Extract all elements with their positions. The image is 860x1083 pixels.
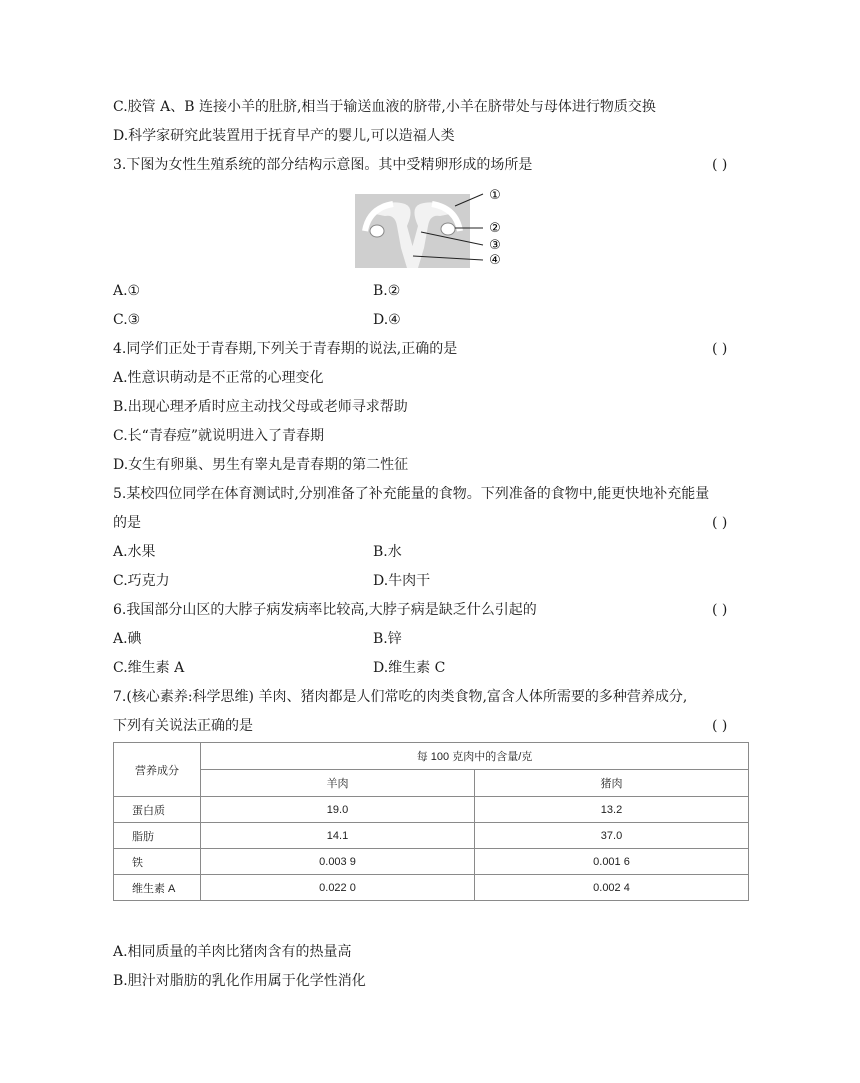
q7-answer-paren: ( ) — [712, 718, 728, 734]
nutrition-table — [113, 742, 749, 901]
q7-option-a: A.相同质量的羊肉比猪肉含有的热量高 — [113, 944, 352, 960]
q6-stem: 6.我国部分山区的大脖子病发病率比较高,大脖子病是缺乏什么引起的 — [113, 602, 537, 618]
diagram-label-4: ④ — [489, 253, 501, 268]
q4-answer-paren: ( ) — [712, 341, 728, 357]
row-nutrient: 铁 — [114, 849, 201, 875]
q6-option-a: A.碘 — [113, 631, 142, 647]
q5-option-c: C.巧克力 — [113, 573, 170, 589]
q6-option-c: C.维生素 A — [113, 660, 185, 676]
table-row — [114, 849, 749, 875]
q5-option-b: B.水 — [373, 544, 402, 560]
q2-option-d: D.科学家研究此装置用于抚育早产的婴儿,可以造福人类 — [113, 128, 455, 144]
female-reproductive-system-diagram — [355, 186, 515, 268]
row-pork-value: 0.001 6 — [475, 849, 749, 875]
q6-answer-paren: ( ) — [712, 602, 728, 618]
q7-option-b: B.胆汁对脂肪的乳化作用属于化学性消化 — [113, 973, 366, 989]
q3-option-b: B.② — [373, 283, 401, 299]
q4-option-b: B.出现心理矛盾时应主动找父母或老师寻求帮助 — [113, 399, 408, 415]
table-header-mutton: 羊肉 — [201, 770, 475, 797]
q3-option-a: A.① — [113, 283, 141, 299]
q5-answer-paren: ( ) — [712, 515, 728, 531]
row-mutton-value: 0.003 9 — [201, 849, 475, 875]
row-pork-value: 0.002 4 — [475, 875, 749, 901]
q3-stem: 3.下图为女性生殖系统的部分结构示意图。其中受精卵形成的场所是 — [113, 157, 533, 173]
q6-option-b: B.锌 — [373, 631, 402, 647]
row-nutrient: 蛋白质 — [114, 797, 201, 823]
q3-option-d: D.④ — [373, 312, 401, 328]
row-mutton-value: 14.1 — [201, 823, 475, 849]
table-row — [114, 823, 749, 849]
table-row — [114, 797, 749, 823]
q6-option-d: D.维生素 C — [373, 660, 446, 676]
q5-option-d: D.牛肉干 — [373, 573, 431, 589]
q2-option-c: C.胶管 A、B 连接小羊的肚脐,相当于输送血液的脐带,小羊在脐带处与母体进行物质交换 — [113, 99, 656, 115]
q5-stem-line1: 5.某校四位同学在体育测试时,分别准备了补充能量的食物。下列准备的食物中,能更快地补充能量 — [113, 486, 710, 502]
q3-answer-paren: ( ) — [712, 157, 728, 173]
row-mutton-value: 19.0 — [201, 797, 475, 823]
table-header-pork: 猪肉 — [475, 770, 749, 797]
row-pork-value: 37.0 — [475, 823, 749, 849]
q3-option-c: C.③ — [113, 312, 141, 328]
q7-stem-line1: 7.(核心素养:科学思维) 羊肉、猪肉都是人们常吃的肉类食物,富含人体所需要的多种营养成分, — [113, 689, 688, 705]
table-header-nutrient: 营养成分 — [114, 743, 201, 797]
row-mutton-value: 0.022 0 — [201, 875, 475, 901]
diagram-label-1: ① — [489, 188, 501, 203]
q5-option-a: A.水果 — [113, 544, 156, 560]
q7-stem-line2: 下列有关说法正确的是 — [113, 718, 253, 734]
q4-stem: 4.同学们正处于青春期,下列关于青春期的说法,正确的是 — [113, 341, 458, 357]
diagram-label-2: ② — [489, 221, 501, 236]
table-header-group: 每 100 克肉中的含量/克 — [201, 743, 749, 770]
row-nutrient: 维生素 A — [114, 875, 201, 901]
q4-option-a: A.性意识萌动是不正常的心理变化 — [113, 370, 324, 386]
row-nutrient: 脂肪 — [114, 823, 201, 849]
q4-option-d: D.女生有卵巢、男生有睾丸是青春期的第二性征 — [113, 457, 409, 473]
row-pork-value: 13.2 — [475, 797, 749, 823]
table-row — [114, 875, 749, 901]
q5-stem-line2: 的是 — [113, 515, 141, 531]
q4-option-c: C.长“青春痘”就说明进入了青春期 — [113, 428, 324, 444]
diagram-label-3: ③ — [489, 238, 501, 253]
